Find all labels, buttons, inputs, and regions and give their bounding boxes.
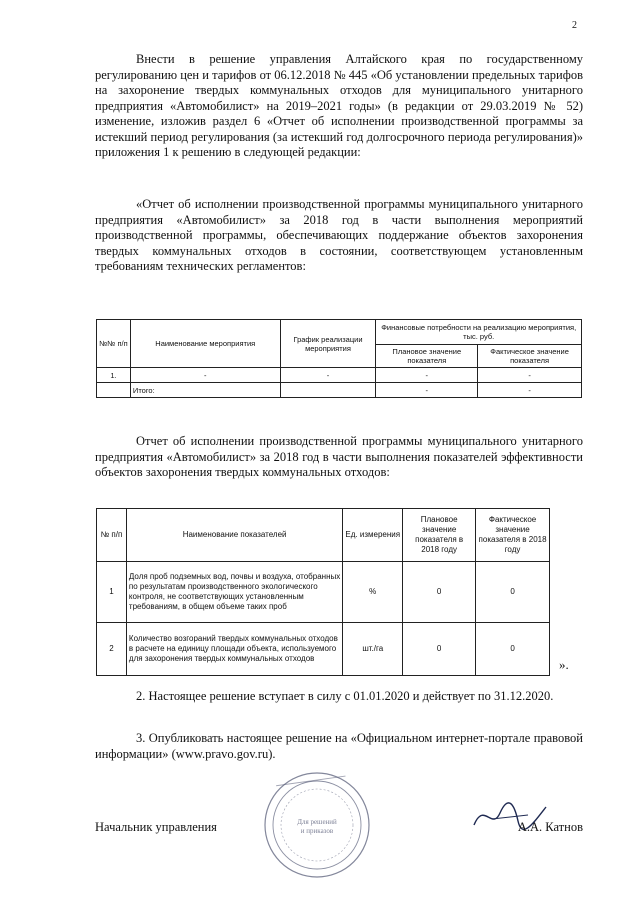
svg-text:и приказов: и приказов (300, 827, 334, 835)
report-indicators-paragraph: Отчет об исполнении производственной программы муниципального унитарного предприятия «Автомобилист» за 2018 год в части выполнения показателей эффективности объектов захоронения твердых коммунальных отходов: (95, 434, 583, 479)
t1-total-label: Итого: (130, 383, 280, 398)
svg-text:Для решений: Для решений (297, 818, 337, 826)
t1-header-actual: Фактическое значение показателя (478, 345, 582, 368)
t2-row1-unit: % (343, 562, 403, 623)
t1-header-planned: Плановое значение показателя (376, 345, 478, 368)
t2-row1-planned: 0 (403, 562, 476, 623)
closing-quote: ». (559, 657, 569, 672)
table-row (97, 368, 582, 383)
t2-header-name: Наименование показателей (126, 509, 342, 562)
t2-header-planned: Плановое значение показателя в 2018 году (403, 509, 476, 562)
indicators-table (96, 508, 550, 676)
publication-paragraph: 3. Опубликовать настоящее решение на «Официальном интернет-портале правовой информации» (www.pravo.gov.ru). (95, 731, 583, 761)
events-table (96, 319, 582, 398)
signatory-title: Начальник управления (95, 820, 217, 834)
t1-cell-actual: - (478, 368, 582, 383)
t1-header-finance: Финансовые потребности на реализацию мероприятия, тыс. руб. (376, 320, 582, 345)
t2-row2-unit: шт./га (343, 623, 403, 676)
report-events-paragraph: «Отчет об исполнении производственной программы муниципального унитарного предприятия «Автомобилист» за 2018 год в части выполнения мероприятий производственной программы, обеспечивающих поддержание объектов захоронения твердых коммунальных отходов в состоянии, соответствующем установленным требованиям технических регламентов: (95, 197, 583, 273)
signatory-name: А.А. Катнов (517, 820, 583, 834)
t2-row1-name: Доля проб подземных вод, почвы и воздуха, отобранных по результатам производственного экологического контроля, не соответствующих установленным требованиям, в общем объеме таких проб (126, 562, 342, 623)
t2-header-num: № п/п (97, 509, 127, 562)
t1-cell-num: 1. (97, 368, 131, 383)
official-seal-stamp (262, 770, 372, 880)
page-number: 2 (572, 20, 577, 31)
t2-row2-planned: 0 (403, 623, 476, 676)
t1-header-num: №№ п/п (97, 320, 131, 368)
table-total-row (97, 383, 582, 398)
t2-row2-num: 2 (97, 623, 127, 676)
t1-header-schedule: График реализации мероприятия (280, 320, 376, 368)
t1-total-planned: - (376, 383, 478, 398)
t2-row2-name: Количество возгораний твердых коммунальных отходов в расчете на единицу площади объекта, используемого для захоронения твердых коммунальных отходов (126, 623, 342, 676)
t1-cell-schedule: - (280, 368, 376, 383)
table-row (97, 562, 550, 623)
table-row (97, 623, 550, 676)
t2-header-actual: Фактическое значение показателя в 2018 году (476, 509, 550, 562)
t1-header-name: Наименование мероприятия (130, 320, 280, 368)
t2-row1-num: 1 (97, 562, 127, 623)
amendment-paragraph: Внести в решение управления Алтайского края по государственному регулированию цен и тарифов от 06.12.2018 № 445 «Об установлении предельных тарифов на захоронение твердых коммунальных отходов для муниципального унитарного предприятия «Автомобилист» на 2019–2021 годы» (в редакции от 29.03.2019 № 52) изменение, изложив раздел 6 «Отчет об исполнении производственной программы за истекший период регулирования (за истекший год долгосрочного периода регулирования)» приложения 1 к решению в следующей редакции: (95, 52, 583, 159)
t1-total-actual: - (478, 383, 582, 398)
effective-date-paragraph: 2. Настоящее решение вступает в силу с 01.01.2020 и действует по 31.12.2020. (136, 689, 554, 703)
t1-cell-planned: - (376, 368, 478, 383)
t2-row1-actual: 0 (476, 562, 550, 623)
t2-header-unit: Ед. измерения (343, 509, 403, 562)
t1-cell-name: - (130, 368, 280, 383)
t2-row2-actual: 0 (476, 623, 550, 676)
